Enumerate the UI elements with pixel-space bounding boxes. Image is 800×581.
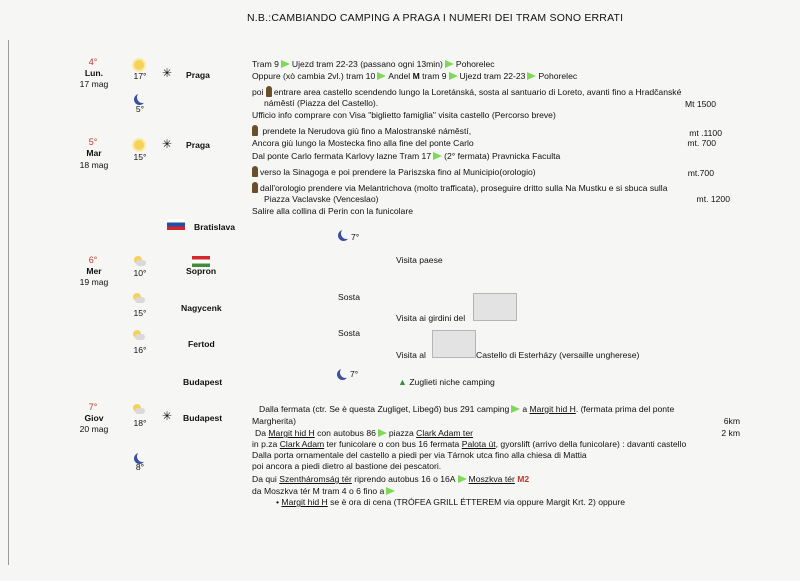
day5-line5: Salire alla collina di Perin con la funicolare — [252, 206, 413, 216]
place-praga: Praga — [186, 140, 210, 150]
moon-icon — [137, 92, 148, 103]
arrow-icon — [281, 60, 290, 68]
day4-line5: Ufficio info comprare con Visa "biglietto famiglia" visita castello (Percorso breve) — [252, 110, 556, 120]
place-nagycenk: Nagycenk — [181, 303, 222, 313]
day-date: 17 mag — [79, 79, 109, 89]
day4-line4-distance: Mt 1500 — [684, 99, 716, 109]
arrow-icon — [433, 152, 442, 160]
day4-line2: Oppure (xò cambia 2vl.) tram 10 Andel M tram 9 Ujezd tram 22-23 Pohorelec — [252, 71, 578, 81]
day7-line7: Da qui Szentháromság tér riprendo autobus 16 o 16A Moszkva tér M2 — [252, 474, 530, 484]
castle-image — [473, 293, 517, 321]
day7-line2-distance: 6km — [723, 416, 740, 426]
walking-icon — [252, 182, 258, 193]
temp-day: 17° — [133, 71, 147, 81]
day-date: 20 mag — [79, 424, 109, 434]
temp-budapest-night: 7° — [350, 369, 359, 379]
walking-icon — [266, 86, 272, 97]
arrow-icon — [527, 72, 536, 80]
sun-icon — [134, 60, 144, 70]
place-budapest: Budapest — [183, 413, 223, 423]
place-fertod: Fertod — [188, 339, 215, 349]
arrow-icon — [445, 60, 454, 68]
day4-line6: prendete la Nerudova giù fino a Malostranské náměstí, — [252, 125, 471, 136]
partly-cloudy-icon — [131, 330, 145, 341]
day4-line4: náměstí (Piazza del Castello). — [264, 98, 379, 108]
day-date: 18 mag — [79, 160, 109, 170]
walking-icon — [252, 125, 258, 136]
day-number: 4° — [88, 57, 98, 67]
partly-cloudy-icon — [131, 404, 145, 415]
day7-line9: • Margit hid H se è ora di cena (TRÓFEA GRILL ÉTTEREM via oppure Margit Krt. 2) oppure — [276, 497, 625, 507]
place-bratislava: Bratislava — [194, 222, 236, 232]
partly-cloudy-icon — [131, 293, 145, 304]
day5-line2-distance: mt.700 — [687, 168, 714, 178]
sosta: Sosta — [338, 328, 360, 338]
star-icon: ✳ — [162, 137, 173, 151]
temp-nagycenk: 15° — [133, 308, 147, 318]
day-name: Mer — [86, 266, 102, 276]
day-date: 19 mag — [79, 277, 109, 287]
visita-paese: Visita paese — [396, 255, 443, 265]
day7-line3: Da Margit hid H con autobus 86 piazza Clark Adam ter — [255, 428, 473, 438]
day4-line6-distance: mt .1100 — [689, 128, 722, 138]
sosta: Sosta — [338, 292, 360, 302]
day-name: Giov — [84, 413, 104, 423]
bullet-icon: • — [276, 497, 280, 507]
day4-line7-distance: mt. 700 — [687, 138, 716, 148]
arrow-icon — [449, 72, 458, 80]
day-name: Lun. — [84, 68, 104, 78]
temp-bratislava: 7° — [351, 232, 360, 242]
slovakia-flag-icon — [167, 219, 185, 230]
arrow-icon — [377, 72, 386, 80]
day5-line2: verso la Sinagoga e poi prendere la Pariszska fino al Municipio(orologio) — [252, 166, 536, 177]
sun-icon — [134, 140, 144, 150]
day7-line2: Margherita) — [252, 416, 296, 426]
arrow-icon — [458, 475, 467, 483]
star-icon: ✳ — [162, 409, 173, 423]
camping-icon: ▲ — [398, 377, 407, 387]
day-name: Mar — [86, 148, 102, 158]
day-number: 6° — [88, 255, 98, 265]
partly-cloudy-icon — [132, 256, 146, 267]
walking-icon — [252, 166, 258, 177]
temp-day: 15° — [133, 152, 147, 162]
temp-fertod: 16° — [133, 345, 147, 355]
day7-line8: da Moszkva tér M tram 4 o 6 fino a — [252, 486, 397, 496]
moon-icon — [137, 451, 148, 462]
day5-line3: dall'orologio prendere via Melantrichova (molto trafficata), proseguire dritto sulla Na Mustku e si sbuca sulla — [252, 182, 668, 193]
place-sopron: Sopron — [186, 266, 217, 276]
temp-day: 18° — [133, 418, 147, 428]
zuglieti-camping: ▲ Zuglieti niche camping — [398, 377, 495, 387]
day5-line4-distance: mt. 1200 — [696, 194, 730, 204]
arrow-icon — [511, 405, 520, 413]
place-budapest: Budapest — [183, 377, 223, 387]
day4-line3: poi entrare area castello scendendo lungo la Loretánská, sosta al santuario di Loreto, avanti fino a Hradčanské — [252, 87, 682, 97]
star-icon: ✳ — [162, 66, 173, 80]
day7-line3-distance: 2 km — [721, 428, 740, 438]
arrow-icon — [386, 487, 395, 495]
temp-night: 5° — [135, 104, 145, 114]
left-border — [8, 40, 9, 565]
page-title: N.B.:CAMBIANDO CAMPING A PRAGA I NUMERI DEI TRAM SONO ERRATI — [247, 12, 624, 24]
day7-line1: Dalla fermata (ctr. Se è questa Zugliget, Libegő) bus 291 camping a Margit hid H. (fermata prima del ponte — [259, 404, 675, 414]
castle-image — [432, 330, 476, 358]
visita-al: Visita al — [396, 350, 426, 360]
castello-esterhazy: Castello di Esterházy (versaille ungherese) — [476, 350, 640, 360]
day7-line6: poi ancora a piedi dietro al bastione dei pescatori. — [252, 461, 442, 471]
day5-line1: Dal ponte Carlo fermata Karlovy lazne Tram 17 (2° fermata) Pravnicka Faculta — [252, 151, 561, 161]
temp-night: 8° — [135, 462, 145, 472]
place-praga: Praga — [186, 70, 210, 80]
day4-line7: Ancora giù lungo la Mostecka fino alla fine del ponte Carlo — [252, 138, 474, 148]
day-number: 7° — [88, 402, 98, 412]
temp-day: 10° — [133, 268, 147, 278]
day7-line5: Dalla porta ornamentale del castello a piedi per via Tárnok utca fino alla chiesa di Mattia — [252, 450, 587, 460]
day7-line4: in p.za Clark Adam ter funicolare o con bus 16 fermata Palota út, gyorslift (arrivo della funicolare) : davanti castello — [252, 439, 687, 449]
day4-line1: Tram 9 Ujezd tram 22-23 (passano ogni 13min) Pohorelec — [252, 59, 495, 69]
visita-giardini: Visita ai girdini del — [396, 313, 466, 323]
day5-line4: Piazza Vaclavske (Venceslao) — [264, 194, 379, 204]
day-number: 5° — [88, 137, 98, 147]
arrow-icon — [378, 429, 387, 437]
